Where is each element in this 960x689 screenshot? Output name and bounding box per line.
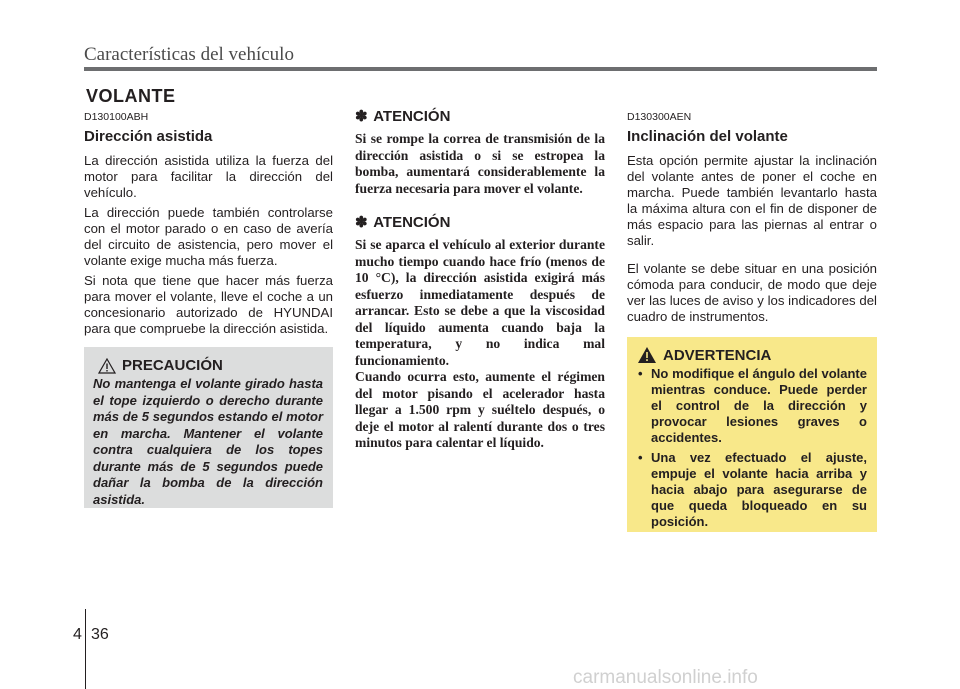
- list-item-text: Una vez efectuado el ajuste, empuje el volante hacia arriba y hacia abajo para asegurarse de que queda bloqueado en su posición.: [651, 450, 867, 529]
- warning-header: [637, 346, 877, 364]
- bullet-icon: •: [638, 366, 643, 381]
- warning-list: [627, 366, 877, 530]
- header-title: Características del vehículo: [84, 44, 294, 65]
- list-item: [627, 366, 867, 446]
- caution-box: [84, 347, 333, 508]
- warning-triangle-icon: [98, 358, 116, 374]
- subheading-steering-tilt: Inclinación del volante: [627, 128, 788, 145]
- page-number: 36: [91, 626, 109, 643]
- caution-title: PRECAUCIÓN: [122, 357, 223, 374]
- page-divider: [85, 609, 86, 689]
- attention-text: Si se rompe la correa de transmisión de la dirección asistida o si se estropea la bomba, aumentará considerablemente la fuerza necesaria para mover el volante.: [355, 131, 605, 196]
- paragraph: El volante se debe situar en una posición cómoda para conducir, de modo que deje ver las luces de aviso y los indicadores del cuadro de instrumentos.: [627, 261, 877, 324]
- paragraph: La dirección puede también controlarse con el motor parado o en caso de avería del circuito de asistencia, pero mover el volante exige mucha más fuerza.: [84, 205, 333, 268]
- header-rule: [84, 67, 877, 71]
- attention-text: Si se aparca el vehículo al exterior durante mucho tiempo cuando hace frío (menos de 10 °C), la dirección asistida exigirá más esfuerzo inmediatamente después de arrancar. Esto se debe a que la viscosidad del líquido aumenta cuando baja la temperatura, y no indica mal funcionamiento. Cuando ocurra esto, aumente el régimen del motor pisando el acelerador hasta llegar a 1.500 rpm y suéltelo después, o deje el motor al ralentí durante dos o tres minutos para calentar el líquido.: [355, 237, 605, 450]
- caution-header: [98, 357, 333, 374]
- subheading-power-steering: Dirección asistida: [84, 128, 213, 145]
- column-steering-tilt: [627, 111, 877, 329]
- section-code: D130100ABH: [84, 111, 149, 123]
- paragraph: Esta opción permite ajustar la inclinación del volante antes de poner el coche en marcha. Puede también levantarlo hasta la máxima altura con el fin de disponer de más espacio para las piernas al entrar o salir.: [627, 153, 877, 248]
- caution-text: No mantenga el volante girado hasta el tope izquierdo o derecho durante más de 5 segundos estando el motor en marcha. Mantener el volante contra cualquiera de los topes durante más de 5 segundos puede dañar la bomba de la dirección asistida.: [93, 376, 323, 507]
- list-item: [627, 450, 867, 530]
- attention-heading: [355, 107, 605, 125]
- watermark: carmanualsonline.info: [573, 667, 758, 688]
- section-code: D130300AEN: [627, 111, 692, 123]
- section-title: VOLANTE: [86, 86, 176, 106]
- asterisk-icon: ✽: [355, 108, 368, 125]
- column-power-steering: [84, 111, 333, 341]
- asterisk-icon: ✽: [355, 214, 368, 231]
- attention-heading: [355, 213, 605, 231]
- paragraph: Si nota que tiene que hacer más fuerza para mover el volante, lleve el coche a un concesionario autorizado de HYUNDAI para que compruebe la dirección asistida.: [84, 273, 333, 336]
- attention-title: ATENCIÓN: [373, 108, 451, 125]
- warning-title: ADVERTENCIA: [663, 346, 772, 364]
- warning-box: [627, 337, 877, 532]
- column-attention: [355, 107, 605, 452]
- paragraph: La dirección asistida utiliza la fuerza del motor para facilitar la dirección del vehículo.: [84, 153, 333, 200]
- list-item-text: No modifique el ángulo del volante mientras conduce. Puede perder el control de la dirección y provocar lesiones graves o accidentes.: [651, 366, 867, 445]
- chapter-number: 4: [73, 626, 82, 643]
- warning-triangle-icon: [637, 346, 657, 364]
- bullet-icon: •: [638, 450, 643, 465]
- attention-title: ATENCIÓN: [373, 214, 451, 231]
